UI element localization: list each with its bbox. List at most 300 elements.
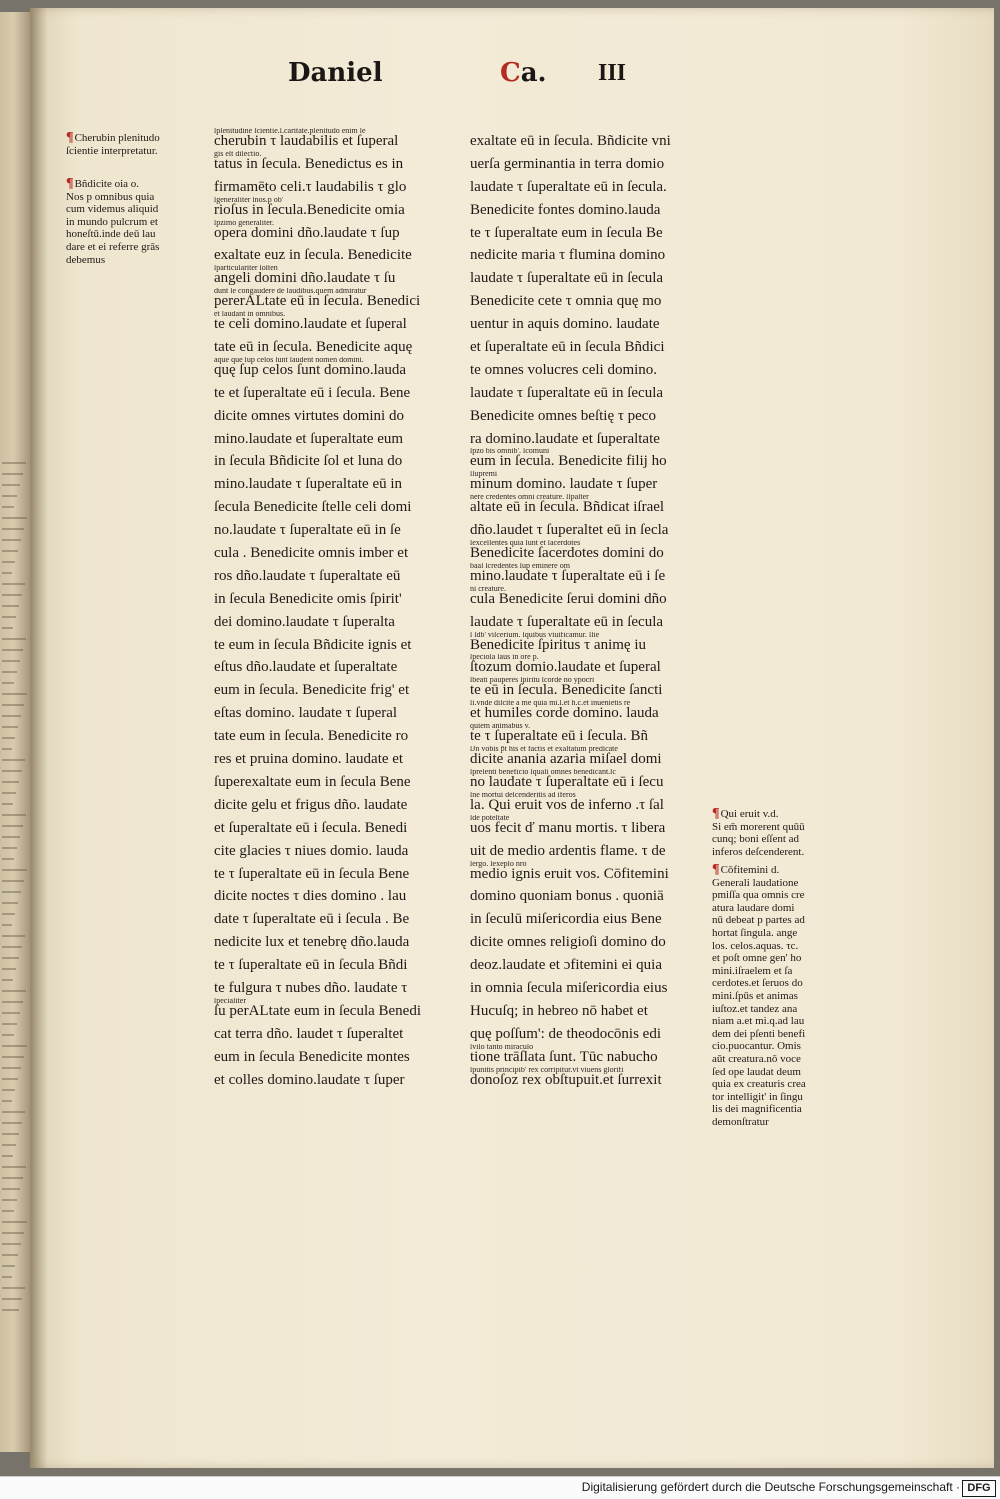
text-line — [214, 311, 426, 334]
note-text: mini.ſpūs et animas — [712, 989, 798, 1002]
text-line — [214, 929, 426, 952]
text-line — [470, 265, 682, 288]
main-text: in ſecula Bñdicite ſol et luna do — [214, 453, 403, 470]
main-text: te τ ſuperaltate eū i ſecula. Bñ — [470, 728, 649, 745]
text-line — [470, 746, 682, 769]
text-line — [470, 1021, 682, 1044]
note-text: ſed ope laudat deum — [712, 1065, 801, 1078]
main-text: uentur in aquis domino. laudate — [470, 316, 660, 333]
text-line — [470, 975, 682, 998]
text-line — [470, 563, 682, 586]
note-line — [712, 1103, 832, 1116]
text-line — [214, 677, 426, 700]
note-text: Bñdicite oia o. — [74, 178, 140, 190]
facing-page-text-trace — [2, 759, 25, 761]
main-text: Hucuſq; in hebreo nō habet et — [470, 1002, 648, 1019]
facing-page-text-trace — [2, 737, 15, 739]
text-line — [214, 632, 426, 655]
note-text: nū debeat p partes ad — [712, 914, 805, 927]
text-line — [214, 906, 426, 929]
facing-page-text-trace — [2, 517, 27, 519]
main-text: deoz.laudate et ɔfitemini ei quia — [470, 957, 662, 974]
main-text: medio ignis eruit vos. Cōfitemini — [470, 865, 669, 882]
note-text: lis dei magnificentia — [712, 1103, 802, 1116]
main-text: Benedicite omnes beſtię τ peco — [470, 407, 656, 424]
facing-page-text-trace — [2, 506, 14, 508]
text-line — [214, 952, 426, 975]
main-text: eum in ſecula. Benedicite filij ho — [470, 453, 667, 470]
text-line — [470, 1067, 682, 1090]
facing-page-text-trace — [2, 770, 22, 772]
facing-page-text-trace — [2, 1265, 15, 1267]
note-line — [712, 1053, 832, 1066]
interlinear-gloss: ſpunitis principib' rex corripitur.vt viuens glorifi — [470, 1066, 624, 1074]
main-text: eſtas domino. laudate τ ſuperal — [214, 705, 398, 722]
main-text: eum in ſecula Benedicite montes — [214, 1048, 410, 1065]
main-text: et ſuperaltate eū i ſecula. Benedi — [214, 819, 408, 836]
main-text: uos fecit ď manu mortis. τ libera — [470, 819, 666, 836]
main-text: in ſeculū miſericordia eius Bene — [470, 911, 662, 928]
note-text: debemus — [66, 253, 106, 266]
main-text: tatus in ſecula. Benedictus es in — [214, 155, 404, 172]
interlinear-gloss: ſergo. ſexēplo nrō — [470, 860, 527, 868]
main-text: opera domini dño.laudate τ ſup — [214, 224, 400, 241]
facing-page-text-trace — [2, 1111, 25, 1113]
text-line — [214, 334, 426, 357]
interlinear-gloss: ſJn vobis p̄t his et factis et exaltatum predicate — [470, 746, 618, 754]
interlinear-gloss: ſſupremi — [470, 471, 498, 479]
interlinear-gloss: ni creature. — [470, 585, 506, 593]
interlinear-gloss: aque que ſup celos ſunt laudent nomen domini. — [214, 356, 364, 364]
text-line — [470, 220, 682, 243]
main-text: rioſus in ſecula.Benedicite omia — [214, 201, 405, 218]
note-text: cerdotes.et ſeruos do — [712, 977, 803, 990]
main-text: ſuperexaltate eum in ſecula Bene — [214, 773, 411, 790]
main-text: te τ ſuperaltate eum in ſecula Be — [470, 224, 663, 241]
interlinear-gloss: ſparticulariter ſoſten — [214, 265, 278, 273]
facing-page-text-trace — [2, 1089, 15, 1091]
facing-page-text-trace — [2, 990, 26, 992]
text-line — [214, 586, 426, 609]
note-line — [66, 178, 196, 191]
interlinear-gloss: ſpzimo generaliter. — [214, 219, 274, 227]
text-line — [470, 906, 682, 929]
facing-page-text-trace — [2, 1023, 17, 1025]
main-text: laudate τ ſuperaltate eū in ſecula — [470, 270, 664, 287]
text-line — [470, 769, 682, 792]
text-column-right — [470, 128, 682, 1089]
interlinear-gloss: ſde poteſtate — [470, 814, 510, 822]
facing-page-text-trace — [2, 803, 13, 805]
interlinear-gloss: ſ ſdb' viſcerium. ſquibus viuificamur. ſſiē — [470, 631, 600, 639]
main-text: la. Qui eruit vos de inferno .τ ſal — [470, 796, 664, 813]
note-text: honeſtū.inde deū lau — [66, 228, 156, 241]
text-line — [214, 220, 426, 243]
main-text: tate eum in ſecula. Benedicite ro — [214, 728, 409, 745]
note-text: cum videmus aliquid — [66, 203, 159, 216]
text-line — [214, 700, 426, 723]
main-text: exaltate eū in ſecula. Bñdicite vni — [470, 133, 671, 149]
facing-page-text-trace — [2, 902, 18, 904]
text-line — [470, 677, 682, 700]
text-line — [214, 838, 426, 861]
text-line — [214, 998, 426, 1021]
main-text: exaltate euz in ſecula. Benedicite — [214, 247, 412, 264]
note-line — [66, 241, 196, 254]
text-line — [470, 311, 682, 334]
interlinear-gloss: nere credentes omni creature. ſſpālter — [470, 494, 589, 502]
facing-page-text-trace — [2, 836, 20, 838]
text-line — [214, 792, 426, 815]
facing-page-edge — [0, 12, 30, 1452]
interlinear-gloss: baal ſcredentes ſup eminere om — [470, 562, 570, 570]
note-text: Cōfitemini d. — [720, 864, 780, 876]
main-text: ros dño.laudate τ ſuperaltate eū — [214, 567, 401, 584]
interlinear-gloss: quiem animabus v. — [470, 723, 531, 731]
text-line — [470, 861, 682, 884]
facing-page-text-trace — [2, 682, 14, 684]
text-line — [214, 242, 426, 265]
main-text: et ſuperaltate eū in ſecula Bñdici — [470, 339, 665, 356]
main-text: mino.laudate τ ſuperaltate eū i ſe — [470, 567, 666, 584]
note-text: aūt creatura.nō voce — [712, 1052, 801, 1065]
note-text: Si em̄ morerent quūū — [712, 820, 805, 833]
main-text: tate eū in ſecula. Benedicite aquę — [214, 339, 413, 356]
facing-page-text-trace — [2, 1100, 12, 1102]
interlinear-gloss: ſbeati pauperes ſpiritu ſcorde nō ypocri — [470, 677, 595, 685]
note-line — [712, 1028, 832, 1041]
note-line — [712, 965, 832, 978]
main-text: te eū in ſecula. Benedicite ſancti — [470, 682, 663, 699]
facing-page-text-trace — [2, 792, 16, 794]
text-line — [214, 426, 426, 449]
note-text: dare et ei referre grās — [66, 240, 160, 253]
text-line — [214, 815, 426, 838]
facing-page-text-trace — [2, 1287, 25, 1289]
pilcrow-rubric: ¶ — [712, 806, 720, 821]
facing-page-text-trace — [2, 638, 26, 640]
main-text: laudate τ ſuperaltate eū in ſecula — [470, 384, 664, 401]
text-line — [470, 151, 682, 174]
facing-page-text-trace — [2, 1045, 27, 1047]
text-line — [214, 517, 426, 540]
facing-page-text-trace — [2, 550, 18, 552]
running-head-book: Daniel — [288, 58, 383, 88]
text-line — [214, 357, 426, 380]
facing-page-text-trace — [2, 913, 15, 915]
facing-page-text-trace — [2, 671, 17, 673]
text-line — [470, 1044, 682, 1067]
digitization-footer — [0, 1476, 1000, 1499]
note-line — [712, 1015, 832, 1028]
main-text: minum domino. laudate τ ſuper — [470, 476, 658, 493]
facing-page-text-trace — [2, 1133, 19, 1135]
note-line — [66, 191, 196, 204]
text-line — [470, 929, 682, 952]
chapter-initial: C — [500, 58, 521, 88]
facing-page-text-trace — [2, 704, 24, 706]
main-text: ſtozum domio.laudate et ſuperal — [470, 659, 661, 676]
facing-page-text-trace — [2, 649, 23, 651]
note-text: Cherubin plenitudo — [74, 132, 160, 144]
note-text: dem dei pſenti benefi — [712, 1027, 806, 1040]
facing-page-text-trace — [2, 1254, 18, 1256]
note-line — [712, 927, 832, 940]
note-line — [712, 846, 832, 859]
text-line — [470, 128, 682, 151]
facing-page-text-trace — [2, 847, 17, 849]
text-line — [214, 723, 426, 746]
note-line — [66, 132, 196, 145]
main-text: res et pruina domino. laudate et — [214, 751, 404, 768]
main-text: Benedicite cete τ omnia quę mo — [470, 293, 662, 310]
main-text: cula Benedicite ſerui domini dño — [470, 590, 667, 607]
note-line — [712, 1091, 832, 1104]
text-line — [214, 1044, 426, 1067]
note-line — [712, 889, 832, 902]
text-line — [470, 700, 682, 723]
note-text: cunq; boni eſſent ad — [712, 833, 800, 846]
main-text: quę ſup celos ſunt domino.lauda — [214, 361, 407, 378]
text-line — [470, 288, 682, 311]
main-text: ſecula Benedicite ſtelle celi domi — [214, 499, 412, 516]
text-line — [470, 471, 682, 494]
facing-page-text-trace — [2, 858, 14, 860]
text-line — [470, 609, 682, 632]
main-text: dño.laudet τ ſuperaltet eū in ſecla — [470, 522, 669, 539]
main-text: te et ſuperaltate eū i ſecula. Bene — [214, 384, 411, 401]
main-text: dicite omnes virtutes domini do — [214, 407, 404, 424]
text-line — [214, 746, 426, 769]
note-text: inferos deſcenderent. — [712, 845, 805, 858]
note-text: mini.iſraelem et ſa — [712, 964, 793, 977]
main-text: laudate τ ſuperaltate eū in ſecula. — [470, 178, 667, 195]
facing-page-text-trace — [2, 935, 25, 937]
main-text: cula . Benedicite omnis imber et — [214, 545, 409, 562]
main-text: in omnia ſecula miſericordia eius — [470, 979, 668, 996]
main-text: uerſa germinantia in terra domio — [470, 155, 665, 172]
note-line — [66, 203, 196, 216]
text-line — [470, 403, 682, 426]
facing-page-text-trace — [2, 1232, 24, 1234]
facing-page-text-trace — [2, 1210, 14, 1212]
facing-page-text-trace — [2, 748, 12, 750]
note-text: hortat ſingula. ange — [712, 926, 798, 939]
margin-note-qui-eruit — [712, 808, 832, 858]
note-text: ſcientie interpretatur. — [66, 144, 158, 157]
note-line — [712, 1116, 832, 1129]
text-line — [470, 654, 682, 677]
facing-page-text-trace — [2, 1144, 16, 1146]
facing-page-text-trace — [2, 979, 13, 981]
facing-page-text-trace — [2, 660, 20, 662]
note-text: cio.puocantur. Omis — [712, 1040, 801, 1053]
interlinear-gloss: gis eſt dilectio. — [214, 150, 262, 158]
note-line — [712, 1078, 832, 1091]
text-line — [470, 723, 682, 746]
main-text: cherubin τ laudabilis et ſuperal — [214, 133, 399, 149]
text-line — [214, 174, 426, 197]
text-line — [470, 494, 682, 517]
interlinear-gloss: ſpzo bis omnib'. ſcomuni — [470, 448, 550, 456]
note-text: pmiſſa qua omnis cre — [712, 889, 805, 902]
main-text: firmamēto celi.τ laudabilis τ glo — [214, 178, 407, 195]
note-line — [712, 833, 832, 846]
facing-page-text-trace — [2, 1001, 23, 1003]
text-line — [214, 471, 426, 494]
facing-page-text-trace — [2, 1177, 23, 1179]
note-text: niam a.et mi.q.ad lau — [712, 1015, 805, 1028]
facing-page-text-trace — [2, 528, 24, 530]
facing-page-text-trace — [2, 473, 23, 475]
text-column-left — [214, 128, 426, 1089]
facing-page-text-trace — [2, 1012, 20, 1014]
interlinear-gloss: ſgeneraliter ſnos.p ob' — [214, 196, 284, 204]
pilcrow-rubric: ¶ — [712, 862, 720, 877]
text-line — [214, 1021, 426, 1044]
text-line — [470, 540, 682, 563]
facing-page-text-trace — [2, 561, 15, 563]
text-line — [214, 448, 426, 471]
facing-page-text-trace — [2, 1199, 17, 1201]
text-line — [214, 128, 426, 151]
text-line — [470, 952, 682, 975]
facing-page-text-trace — [2, 605, 19, 607]
interlinear-gloss: ſi.vnde diſcite a me quia mi.ſ.et h.c.et inuenietis re — [470, 700, 631, 708]
text-line — [470, 792, 682, 815]
note-line — [712, 877, 832, 890]
main-text: pererALtate eū in ſecula. Benedici — [214, 293, 421, 310]
main-text: in ſecula Benedicite omis ſpirit' — [214, 590, 402, 607]
text-line — [470, 838, 682, 861]
main-text: nedicite maria τ flumina domino — [470, 247, 666, 264]
facing-page-text-trace — [2, 1155, 13, 1157]
facing-page-text-trace — [2, 616, 16, 618]
text-line — [470, 883, 682, 906]
facing-page-text-trace — [2, 1078, 18, 1080]
main-text: cite glacies τ niues domio. lauda — [214, 842, 409, 859]
text-line — [214, 494, 426, 517]
facing-page-text-trace — [2, 1056, 24, 1058]
main-text: donoſoz rex obſtupuit.et ſurrexit — [470, 1071, 662, 1088]
main-text: quę poſſum': de theodocōnis edi — [470, 1025, 662, 1042]
facing-page-text-trace — [2, 462, 26, 464]
chapter-number: III — [598, 60, 627, 86]
chapter-abbrev: a. — [520, 58, 547, 88]
facing-page-text-trace — [2, 726, 18, 728]
main-text: te fulgura τ nubes dño. laudate τ — [214, 979, 408, 996]
main-text: dei domino.laudate τ ſuperalta — [214, 613, 395, 630]
note-line — [712, 902, 832, 915]
facing-page-text-trace — [2, 1298, 22, 1300]
main-text: nedicite lux et tenebrę dño.lauda — [214, 934, 410, 951]
facing-page-text-trace — [2, 869, 27, 871]
note-line — [712, 1040, 832, 1053]
facing-page-text-trace — [2, 1309, 19, 1311]
text-line — [214, 861, 426, 884]
main-text: Benedicite ſacerdotes domini do — [470, 545, 664, 562]
facing-page-text-trace — [2, 572, 12, 574]
text-line — [470, 334, 682, 357]
text-line — [470, 998, 682, 1021]
running-head-chapter — [500, 58, 547, 88]
main-text: te celi domino.laudate et ſuperal — [214, 316, 407, 333]
facing-page-text-trace — [2, 814, 26, 816]
facing-page-text-trace — [2, 946, 22, 948]
facing-page-text-trace — [2, 484, 20, 486]
facing-page-text-trace — [2, 495, 17, 497]
main-text: te τ ſuperaltate eū in ſecula Bñdi — [214, 957, 408, 974]
facing-page-text-trace — [2, 968, 16, 970]
text-line — [470, 448, 682, 471]
main-text: et colles domino.laudate τ ſuper — [214, 1071, 405, 1088]
interlinear-gloss: dunt ſe congaudere de laudibus.quem admiratur — [214, 288, 367, 296]
interlinear-gloss: ſne mortui deſcenderitis ad iferos — [470, 791, 576, 799]
note-text: tor intelligit' in ſingu — [712, 1090, 803, 1103]
facing-page-text-trace — [2, 1122, 22, 1124]
note-line — [712, 808, 832, 821]
main-text: uit de medio ardentis flame. τ de — [470, 842, 666, 859]
text-line — [470, 815, 682, 838]
note-line — [66, 216, 196, 229]
note-line — [712, 821, 832, 834]
text-line — [214, 883, 426, 906]
main-text: dicite gelu et frigus dño. laudate — [214, 796, 408, 813]
main-text: eſtus dño.laudate et ſuperaltate — [214, 659, 398, 676]
note-line — [66, 254, 196, 267]
text-line — [214, 151, 426, 174]
facing-page-text-trace — [2, 924, 12, 926]
main-text: Benedicite ſpiritus τ animę iu — [470, 636, 646, 653]
footer-credit: Digitalisierung gefördert durch die Deutsche Forschungsgemeinschaft · — [581, 1480, 960, 1494]
facing-page-text-trace — [2, 693, 27, 695]
facing-page-text-trace — [2, 891, 21, 893]
interlinear-gloss: ſviſo tanto miraculo — [470, 1043, 534, 1051]
margin-note-cherubin — [66, 132, 196, 157]
text-line — [214, 975, 426, 998]
text-line — [214, 197, 426, 220]
main-text: te omnes volucres celi domino. — [470, 361, 658, 378]
main-text: te eum in ſecula Bñdicite ignis et — [214, 636, 412, 653]
main-text: eum in ſecula. Benedicite frig' et — [214, 682, 410, 699]
text-line — [470, 197, 682, 220]
text-line — [214, 403, 426, 426]
interlinear-gloss: ſpreſenti beneficio ſquaſi omnes benedicant.ſc — [470, 768, 616, 776]
note-line — [712, 1003, 832, 1016]
main-text: mino.laudate et ſuperaltate eum — [214, 430, 404, 447]
main-text: Benedicite fontes domino.lauda — [470, 201, 661, 218]
text-line — [214, 563, 426, 586]
text-line — [470, 632, 682, 655]
main-text: dicite omnes religioſi domino do — [470, 934, 666, 951]
note-line — [712, 1066, 832, 1079]
note-text: et poſt omne gen' ho — [712, 952, 802, 965]
interlinear-gloss: ſexcellentes quia ſunt et ſacerdotes — [470, 540, 581, 548]
main-text: ra domino.laudate et ſuperaltate — [470, 430, 660, 447]
text-line — [470, 517, 682, 540]
text-line — [470, 426, 682, 449]
note-text: los. celos.aquas. τc. — [712, 939, 799, 952]
main-text: altate eū in ſecula. Bñdicat iſrael — [470, 499, 665, 516]
facing-page-text-trace — [2, 627, 13, 629]
main-text: cat terra dño. laudet τ ſuperaltet — [214, 1025, 404, 1042]
facing-page-text-trace — [2, 594, 22, 596]
note-text: iuſtoz.et tandez ana — [712, 1002, 798, 1015]
text-line — [214, 609, 426, 632]
note-line — [712, 914, 832, 927]
main-text: dicite anania azaria miſael domi — [470, 751, 662, 768]
main-text: no.laudate τ ſuperaltate eū in ſe — [214, 522, 401, 539]
